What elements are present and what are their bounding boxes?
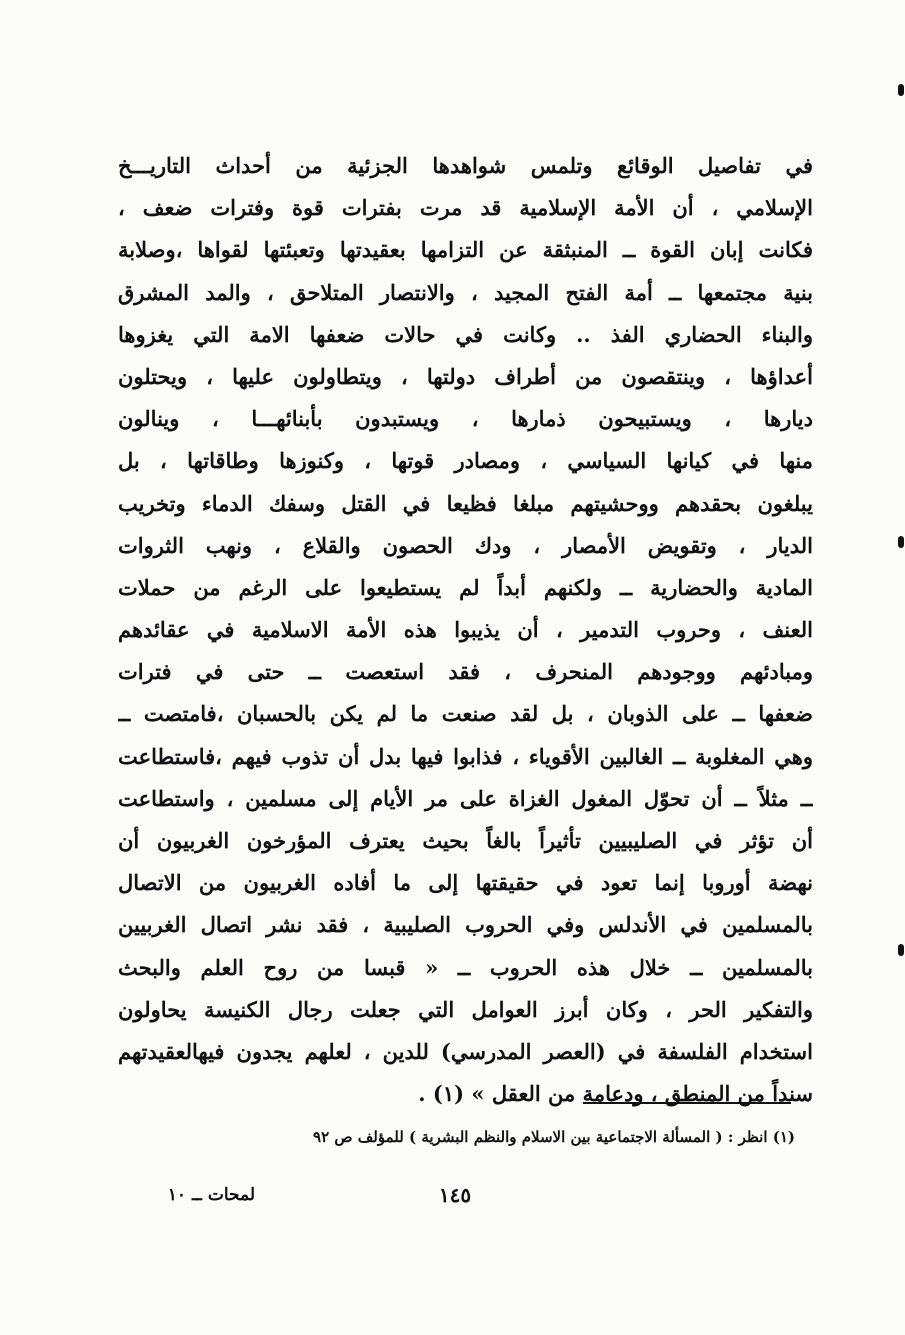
text-line: ديارها ، ويستبيحون ذمارها ، ويستبدون بأبنائهـــا ، وينالون (118, 406, 813, 432)
text-line: نهضة أوروبا إنما تعود في حقيقتها إلى ما أفاده الغربيون من الاتصال (118, 870, 813, 896)
footnote: (١) انظر : ( المسألة الاجتماعية بين الاسلام والنظم البشرية ) للمؤلف ص ٩٢ (313, 1128, 795, 1146)
text-line: المادية والحضارية ــ ولكنهم أبداً لم يستطيعوا على الرغم من حملات (118, 574, 813, 600)
text-line: الديار ، وتقويض الأمصار ، ودك الحصون والقلاع ، ونهب الثروات (118, 532, 813, 558)
text-line: بالمسلمين ــ خلال هذه الحروب ــ « قبسا من روح العلم والبحث (118, 954, 813, 980)
text-line: أعداؤها ، وينتقصون من أطراف دولتها ، ويتطاولون عليها ، ويحتلون (118, 363, 813, 389)
binding-hole-mark (898, 84, 904, 96)
text-line: ومبادئهم ووجودهم المنحرف ، فقد استعصت ــ حتى في فترات (118, 659, 813, 685)
text-line: فكانت إبان القوة ــ المنبثقة عن التزامها بعقيدتها وتعبئتها لقواها ،وصلابة (118, 237, 813, 263)
binding-hole-mark (898, 536, 904, 548)
text-line: أن تؤثر في الصليبيين تأثيراً بالغاً بحيث يعترف المؤرخون الغربيون أن (118, 828, 813, 853)
text-line: والبناء الحضاري الفذ .. وكانت في حالات ضعفها الامة التي يغزوها (118, 321, 813, 347)
signature-mark: لمحات ــ ١٠ (167, 1185, 255, 1205)
text-line: سنداً من المنطق ، ودعامة من العقل » (١) . (418, 1081, 813, 1107)
footnote-divider (583, 1102, 791, 1104)
text-line: استخدام الفلسفة في (العصر المدرسي) للدين ، لعلهم يجدون فيهالعقيدتهم (118, 1038, 813, 1064)
text-line: العنف ، وحروب التدمير ، أن يذيبوا هذه الأمة الاسلامية في عقائدهم (118, 617, 813, 643)
main-text-block (118, 145, 813, 1115)
page-number: ١٤٥ (438, 1183, 472, 1207)
binding-hole-mark (898, 944, 904, 956)
text-line: يبلغون بحقدهم ووحشيتهم مبلغا فظيعا في القتل وسفك الدماء وتخريب (118, 490, 813, 516)
text-line: ــ مثلاً ــ أن تحوّل المغول الغزاة على مر الأيام إلى مسلمين ، واستطاعت (118, 785, 813, 811)
text-line: ضعفها ــ على الذوبان ، بل لقد صنعت ما لم يكن بالحسبان ،فامتصت ــ (118, 701, 813, 727)
text-line: في تفاصيل الوقائع وتلمس شواهدها الجزئية من أحداث التاريـــخ (118, 153, 813, 178)
text-line: منها في كيانها السياسي ، ومصادر قوتها ، وكنوزها وطاقاتها ، بل (118, 448, 813, 474)
text-line: وهي المغلوبة ــ الغالبين الأقوياء ، فذابوا فيها بدل أن تذوب فيهم ،فاستطاعت (118, 743, 813, 769)
text-line: والتفكير الحر ، وكان أبرز العوامل التي جعلت رجال الكنيسة يحاولون (118, 996, 813, 1022)
text-line: بنية مجتمعها ــ أمة الفتح المجيد ، والانتصار المتلاحق ، والمد المشرق (118, 279, 813, 305)
text-line: بالمسلمين في الأندلس وفي الحروب الصليبية ، فقد نشر اتصال الغربيين (118, 912, 813, 938)
text-line: الإسلامي ، أن الأمة الإسلامية قد مرت بفترات قوة وفترات ضعف ، (118, 195, 813, 221)
